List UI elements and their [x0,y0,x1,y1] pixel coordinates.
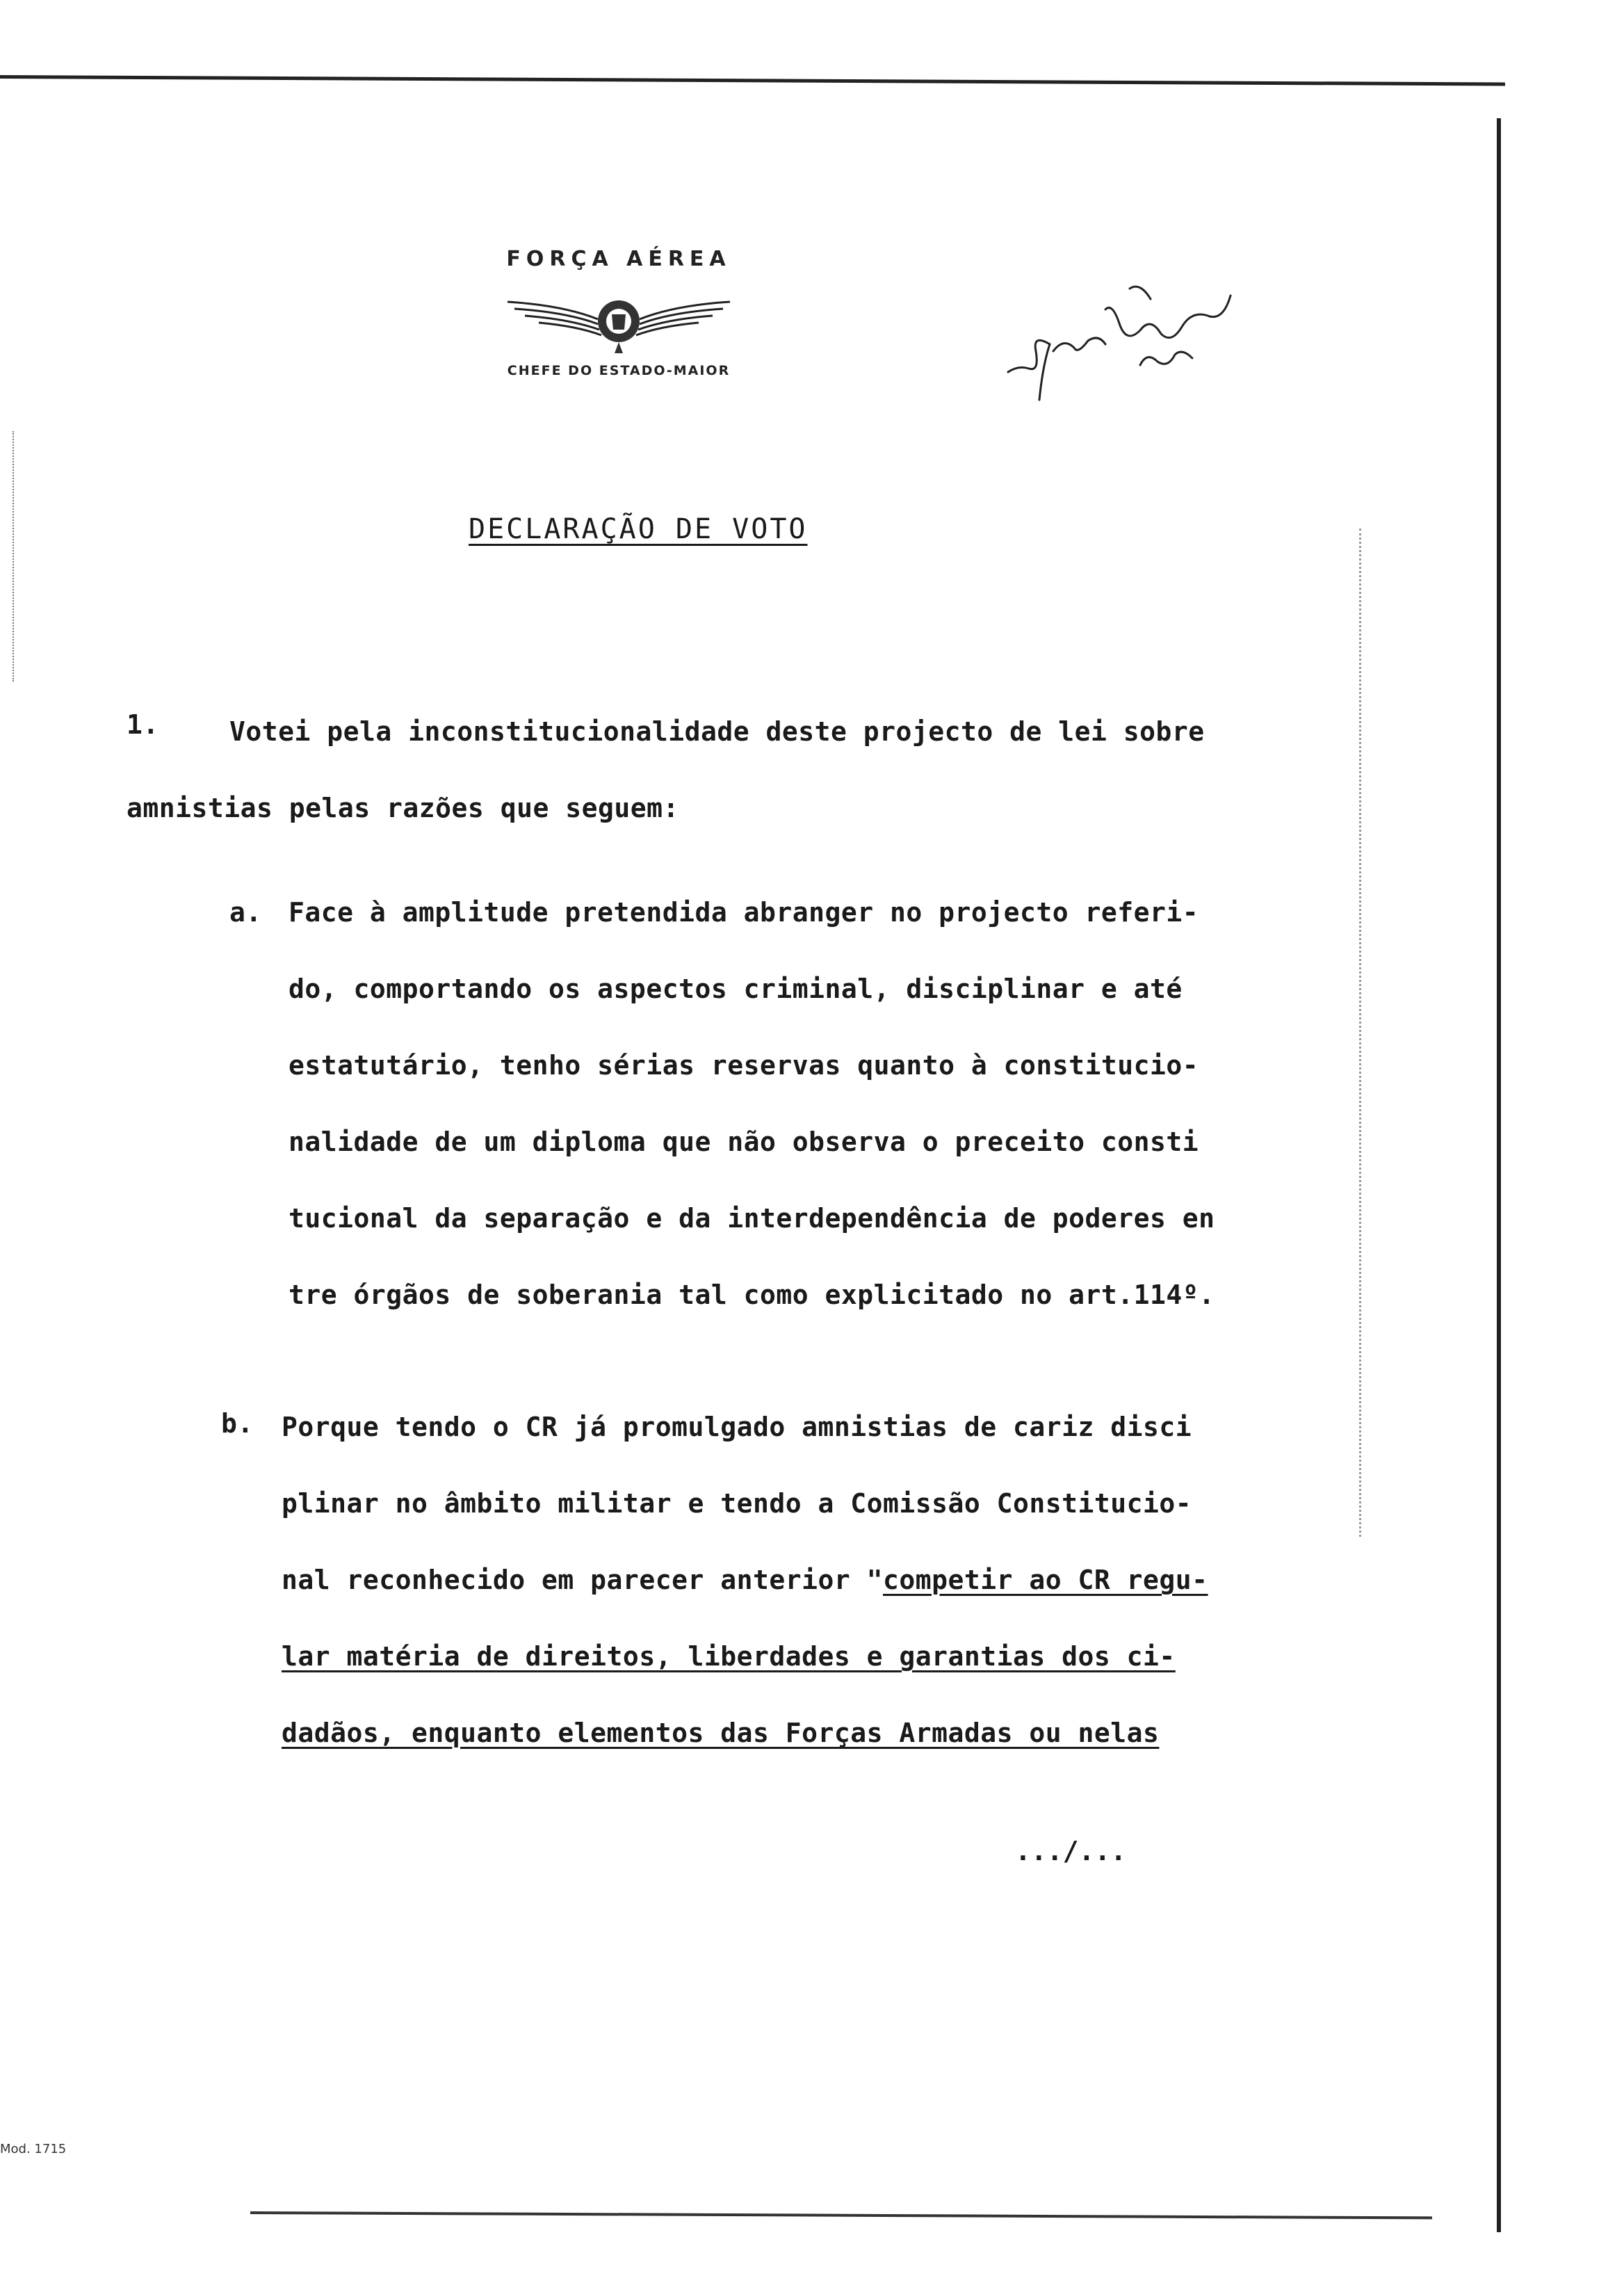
document-title: DECLARAÇÃO DE VOTO [469,513,808,545]
scan-speckle [1359,528,1361,1537]
continuation-marker: .../... [1015,1836,1127,1866]
quoted-underlined-line: dadãos, enquanto elementos das Forças Armadas ou nelas [282,1718,1160,1748]
paragraph-text: nal reconhecido em parecer anterior " [282,1565,883,1595]
org-name: FORÇA AÉREA [506,247,731,271]
winged-emblem-icon [501,281,737,357]
paragraph-line [282,1565,1208,1595]
paragraph-line: Face à amplitude pretendida abranger no projecto referi- [289,897,1199,928]
form-code: Mod. 1715 [0,2142,67,2156]
item-letter: b. [221,1408,254,1439]
scan-frame-bottom [250,2211,1432,2219]
paragraph-line: estatutário, tenho sérias reservas quanto à constitucio- [289,1050,1199,1081]
paragraph-line: Porque tendo o CR já promulgado amnistias de cariz disci [282,1412,1192,1442]
scan-margin-marks [13,431,14,681]
scan-frame-right [1497,118,1501,2232]
signature-icon [1001,268,1251,414]
paragraph-line: nalidade de um diploma que não observa o preceito consti [289,1127,1199,1157]
paragraph-line: amnistias pelas razões que seguem: [127,793,679,823]
scan-frame-top [0,75,1505,86]
paragraph-line: Votei pela inconstitucionalidade deste projecto de lei sobre [229,716,1205,747]
paragraph-line: tre órgãos de soberania tal como explicitado no art.114º. [289,1280,1215,1310]
section-number: 1. [127,709,159,740]
paragraph-line: do, comportando os aspectos criminal, disciplinar e até [289,974,1183,1004]
quoted-underlined-line: lar matéria de direitos, liberdades e garantias dos ci- [282,1641,1176,1672]
item-letter: a. [229,897,262,928]
quoted-underlined-text: competir ao CR regu- [882,1565,1208,1595]
office-title: CHEFE DO ESTADO-MAIOR [507,363,731,378]
letterhead [480,247,758,378]
paragraph-line: plinar no âmbito militar e tendo a Comissão Constitucio- [282,1488,1192,1519]
paragraph-line: tucional da separação e da interdependência de poderes en [289,1203,1215,1234]
